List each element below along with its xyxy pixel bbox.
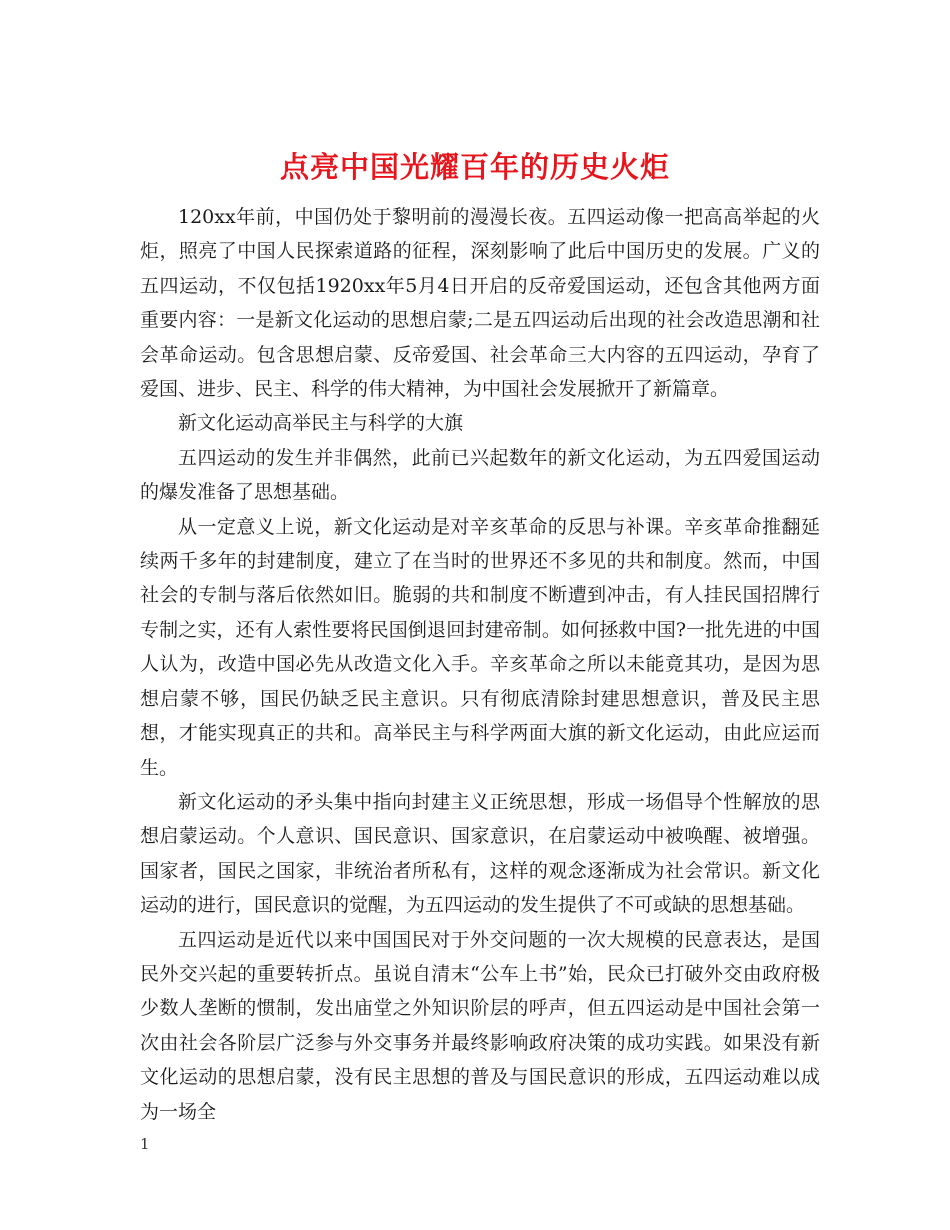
paragraph: 五四运动的发生并非偶然，此前已兴起数年的新文化运动，为五四爱国运动的爆发准备了思想基础。 xyxy=(140,446,820,504)
document-title: 点亮中国光耀百年的历史火炬 xyxy=(279,150,670,185)
section-heading: 新文化运动高举民主与科学的大旗 xyxy=(178,412,464,435)
page-number: 1 xyxy=(140,1135,150,1153)
paragraph: 五四运动是近代以来中国国民对于外交问题的一次大规模的民意表达，是国民外交兴起的重要转折点。虽说自清末“公车上书”始，民众已打破外交由政府极少数人垄断的惯制，发出庙堂之外知识阶层的呼声，但五四运动是中国社会第一次由社会各阶层广泛参与外交事务并最终影响政府决策的成功实践。如果没有新文化运动的思想启蒙，没有民主思想的普及与国民意识的形成，五四运动难以成为一场全 xyxy=(140,928,820,1123)
paragraph: 新文化运动的矛头集中指向封建主义正统思想，形成一场倡导个性解放的思想启蒙运动。个人意识、国民意识、国家意识，在启蒙运动中被唤醒、被增强。国家者，国民之国家，非统治者所私有，这样的观念逐渐成为社会常识。新文化运动的进行，国民意识的觉醒，为五四运动的发生提供了不可或缺的思想基础。 xyxy=(140,790,820,917)
paragraph: 从一定意义上说，新文化运动是对辛亥革命的反思与补课。辛亥革命推翻延续两千多年的封建制度，建立了在当时的世界还不多见的共和制度。然而，中国社会的专制与落后依然如旧。脆弱的共和制度不断遭到冲击，有人挂民国招牌行专制之实，还有人索性要将民国倒退回封建帝制。如何拯救中国?一批先进的中国人认为，改造中国必先从改造文化入手。辛亥革命之所以未能竟其功，是因为思想启蒙不够，国民仍缺乏民主意识。只有彻底清除封建思想意识，普及民主思想，才能实现真正的共和。高举民主与科学两面大旗的新文化运动，由此应运而生。 xyxy=(140,515,820,779)
document-body xyxy=(140,200,820,1129)
paragraph-intro: 120xx年前，中国仍处于黎明前的漫漫长夜。五四运动像一把高高举起的火炬，照亮了中国人民探索道路的征程，深刻影响了此后中国历史的发展。广义的五四运动，不仅包括1920xx年5月4日开启的反帝爱国运动，还包含其他两方面重要内容：一是新文化运动的思想启蒙;二是五四运动后出现的社会改造思潮和社会革命运动。包含思想启蒙、反帝爱国、社会革命三大内容的五四运动，孕育了爱国、进步、民主、科学的伟大精神，为中国社会发展掀开了新篇章。 xyxy=(140,206,820,401)
